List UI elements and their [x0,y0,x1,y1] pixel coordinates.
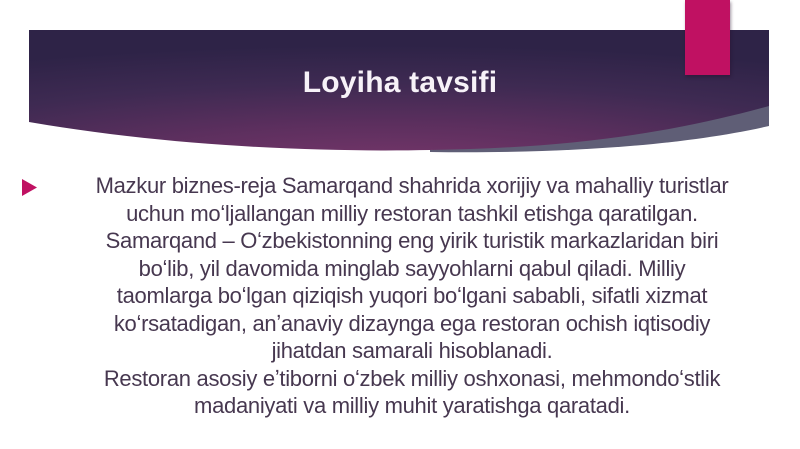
body-line-9: madaniyati va milliy muhit yaratishga qaratadi. [194,393,630,418]
accent-rectangle [685,0,730,75]
body-line-4: boʻlib, yil davomida minglab sayyohlarni qabul qiladi. Milliy [138,255,686,281]
body-text-block [40,172,784,420]
body-line-8: Restoran asosiy eʼtiborni oʻzbek milliy oshxonasi, mehmondoʻstlik [103,365,721,391]
body-line-7: jihatdan samarali hisoblanadi. [271,338,553,363]
body-line-1: Mazkur biznes-reja Samarqand shahrida xorijiy va mahalliy turistlar [95,173,729,198]
body-line-2: uchun moʻljallangan milliy restoran tashkil etishga qaratilgan. [126,200,698,226]
bullet-triangle-icon [22,179,37,196]
body-line-3: Samarqand – Oʻzbekistonning eng yirik turistik markazlaridan biri [105,228,719,253]
page-title: Loyiha tavsifi [302,66,498,99]
body-line-5: taomlarga boʻlgan qiziqish yuqori boʻlgani sababli, sifatli xizmat [116,283,708,308]
body-line-6: koʻrsatadigan, anʼanaviy dizaynga ega restoran ochish iqtisodiy [113,310,711,336]
